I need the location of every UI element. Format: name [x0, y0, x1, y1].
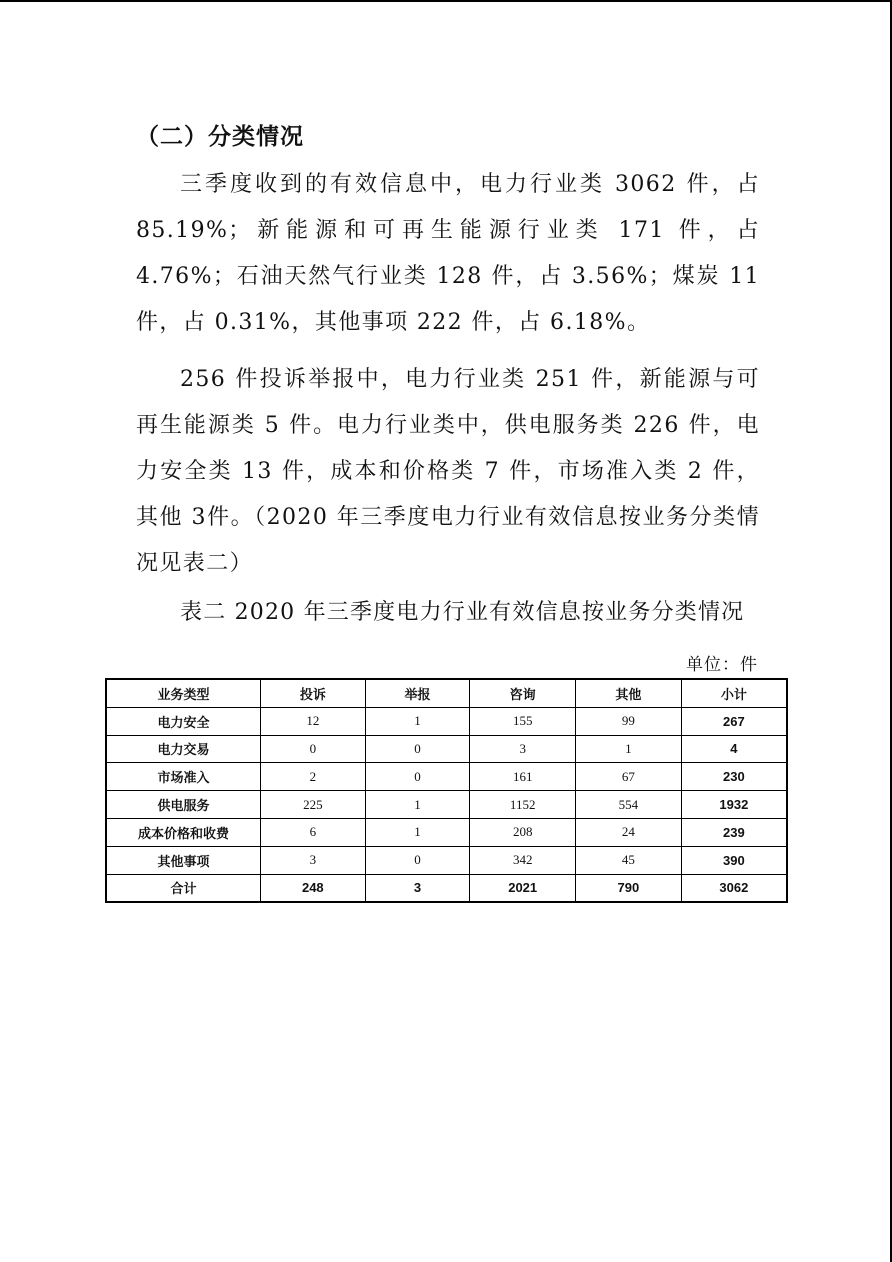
- total-cell: 790: [576, 874, 682, 902]
- paragraph-complaint-summary: 256 件投诉举报中，电力行业类 251 件，新能源与可再生能源类 5 件。电力行业类中，供电服务类 226 件，电力安全类 13 件，成本和价格类 7 件，市场准入类 2 件，其他 3件。（2020 年三季度电力行业有效信息按业务分类情况见表二）: [136, 367, 760, 576]
- table-cell: 45: [576, 846, 682, 874]
- table-row: [106, 763, 787, 791]
- subtotal-cell: 239: [681, 818, 787, 846]
- table-cell: 0: [365, 846, 470, 874]
- table-cell: 554: [576, 791, 682, 819]
- row-label: 供电服务: [106, 791, 260, 819]
- subtotal-cell: 390: [681, 846, 787, 874]
- header-cell-other: 其他: [576, 679, 682, 707]
- table-cell: 99: [576, 707, 682, 735]
- table-total-row: [106, 874, 787, 902]
- table-caption: 表二 2020 年三季度电力行业有效信息按业务分类情况: [180, 600, 745, 625]
- subtotal-cell: 4: [681, 735, 787, 763]
- table-cell: 1: [365, 791, 470, 819]
- table-cell: 1: [365, 707, 470, 735]
- table-cell: 12: [260, 707, 365, 735]
- table-cell: 1152: [470, 791, 576, 819]
- total-cell: 2021: [470, 874, 576, 902]
- table-cell: 0: [365, 735, 470, 763]
- header-cell-report: 举报: [365, 679, 470, 707]
- table-cell: 208: [470, 818, 576, 846]
- table-cell: 3: [260, 846, 365, 874]
- row-label: 其他事项: [106, 846, 260, 874]
- table-cell: 225: [260, 791, 365, 819]
- table-unit-label: 单位：件: [686, 655, 758, 675]
- header-cell-subtotal: 小计: [681, 679, 787, 707]
- row-label: 市场准入: [106, 763, 260, 791]
- table-cell: 0: [365, 763, 470, 791]
- row-label: 电力安全: [106, 707, 260, 735]
- table-cell: 1: [576, 735, 682, 763]
- table-cell: 155: [470, 707, 576, 735]
- header-cell-business-type: 业务类型: [106, 679, 260, 707]
- table-cell: 1: [365, 818, 470, 846]
- total-cell: 3062: [681, 874, 787, 902]
- table-row: [106, 791, 787, 819]
- table-row: [106, 707, 787, 735]
- table-cell: 24: [576, 818, 682, 846]
- subtotal-cell: 1932: [681, 791, 787, 819]
- subtotal-cell: 230: [681, 763, 787, 791]
- table-row: [106, 735, 787, 763]
- subtotal-cell: 267: [681, 707, 787, 735]
- section-heading: （二）分类情况: [136, 124, 304, 150]
- table-row: [106, 846, 787, 874]
- table-header-row: [106, 679, 787, 707]
- business-category-table: [105, 678, 788, 903]
- table-cell: 67: [576, 763, 682, 791]
- total-cell: 3: [365, 874, 470, 902]
- table-cell: 2: [260, 763, 365, 791]
- table-cell: 0: [260, 735, 365, 763]
- total-cell: 248: [260, 874, 365, 902]
- table-cell: 6: [260, 818, 365, 846]
- total-row-label: 合计: [106, 874, 260, 902]
- table-cell: 161: [470, 763, 576, 791]
- table-row: [106, 818, 787, 846]
- table-cell: 342: [470, 846, 576, 874]
- row-label: 成本价格和收费: [106, 818, 260, 846]
- row-label: 电力交易: [106, 735, 260, 763]
- table-cell: 3: [470, 735, 576, 763]
- header-cell-inquiry: 咨询: [470, 679, 576, 707]
- paragraph-category-summary: 三季度收到的有效信息中，电力行业类 3062 件，占85.19%；新能源和可再生能源行业类 171 件，占 4.76%；石油天然气行业类 128 件，占 3.56%；煤炭 11 件，占 0.31%，其他事项 222 件，占 6.18%。: [136, 172, 760, 335]
- header-cell-complaint: 投诉: [260, 679, 365, 707]
